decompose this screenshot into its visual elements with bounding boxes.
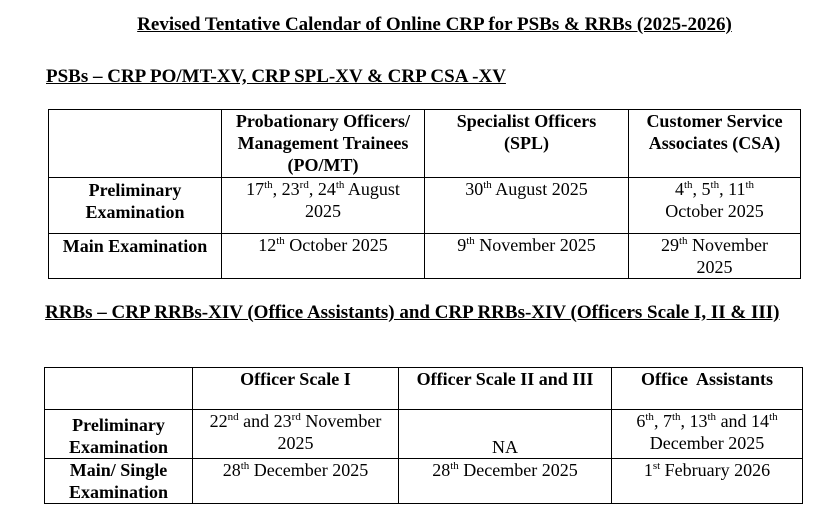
ordinal: th	[450, 460, 459, 472]
empty-corner-cell	[49, 110, 222, 178]
month-year: February 2026	[660, 460, 771, 480]
column-header-office-assistants: Office Assistants	[612, 368, 803, 410]
row-header-line: Examination	[68, 482, 169, 502]
row-header-line: Examination	[85, 202, 185, 222]
year: 2025	[277, 433, 314, 453]
ordinal: th	[466, 235, 475, 247]
day: and 23	[238, 411, 292, 431]
month: November	[300, 411, 382, 431]
ordinal: th	[264, 179, 273, 191]
cell-scale23-prelim-na: NA	[399, 410, 612, 459]
ordinal: st	[652, 460, 661, 472]
header-line: Management Trainees	[237, 133, 409, 153]
day: 1	[643, 460, 653, 480]
ordinal: th	[769, 411, 778, 423]
header-line: Probationary Officers/	[235, 111, 411, 131]
day: 6	[636, 411, 646, 431]
cell-csa-main-date	[629, 234, 801, 279]
ordinal: th	[671, 411, 681, 423]
day: , 13	[680, 411, 708, 431]
day: , 5	[692, 179, 711, 199]
row-header-line: Preliminary	[72, 415, 165, 435]
header-line: Customer Service	[646, 111, 783, 131]
month-year: August 2025	[491, 179, 588, 199]
column-header-po-mt	[222, 110, 425, 178]
column-header-spl	[425, 110, 629, 178]
psb-heading: PSBs – CRP PO/MT-XV, CRP SPL-XV & CRP CSA -XV	[46, 66, 506, 87]
document-title: Revised Tentative Calendar of Online CRP for PSBs & RRBs (2025-2026)	[137, 14, 732, 35]
rrb-calendar-table	[44, 367, 803, 504]
cell-oa-main-date	[612, 459, 803, 504]
month: August	[344, 179, 400, 199]
ordinal: th	[707, 411, 717, 423]
year: 2025	[305, 201, 341, 221]
day: , 24	[308, 179, 336, 199]
day: 28	[222, 460, 241, 480]
row-header-main	[45, 459, 193, 504]
month-year: December 2025	[249, 460, 369, 480]
day: , 23	[272, 179, 300, 199]
table-row-main	[49, 234, 801, 279]
month-year: December 2025	[458, 460, 578, 480]
year: 2025	[696, 257, 733, 277]
cell-spl-prelim-date	[425, 178, 629, 234]
column-header-csa	[629, 110, 801, 178]
day: and 14	[716, 411, 770, 431]
empty-corner-cell	[45, 368, 193, 410]
ordinal: th	[483, 179, 492, 191]
ordinal: th	[645, 411, 654, 423]
cell-spl-main-date	[425, 234, 629, 279]
header-line: Specialist Officers	[456, 111, 597, 131]
ordinal: th	[745, 179, 755, 191]
day: , 7	[653, 411, 672, 431]
cell-po-prelim-date	[222, 178, 425, 234]
month-year: November 2025	[474, 235, 596, 255]
cell-po-main-date	[222, 234, 425, 279]
header-line: (PO/MT)	[287, 155, 359, 175]
psb-calendar-table	[48, 109, 801, 279]
table-row-main	[45, 459, 803, 504]
rrb-heading: RRBs – CRP RRBs-XIV (Office Assistants) and CRP RRBs-XIV (Officers Scale I, II & III)	[45, 302, 780, 323]
row-header-preliminary	[49, 178, 222, 234]
ordinal: th	[678, 235, 688, 247]
table-row-preliminary	[45, 410, 803, 459]
ordinal: rd	[299, 179, 309, 191]
header-line: (SPL)	[504, 133, 549, 153]
day: 30	[465, 179, 484, 199]
day: 29	[660, 235, 679, 255]
column-header-officer-scale-2-3: Officer Scale II and III	[399, 368, 612, 410]
table-header-row	[49, 110, 801, 178]
cell-scale1-prelim-date	[193, 410, 399, 459]
ordinal: th	[335, 179, 345, 191]
day: 17	[246, 179, 265, 199]
row-header-preliminary	[45, 410, 193, 459]
day: 12	[258, 235, 277, 255]
header-line: Associates (CSA)	[648, 133, 781, 153]
day: 4	[674, 179, 684, 199]
ordinal: th	[710, 179, 720, 191]
ordinal: rd	[291, 411, 301, 423]
row-header-line: Examination	[68, 437, 169, 457]
column-header-officer-scale-1: Officer Scale I	[193, 368, 399, 410]
month-year: October 2025	[284, 235, 388, 255]
table-header-row	[45, 368, 803, 410]
table-row-preliminary	[49, 178, 801, 234]
month: November	[687, 235, 769, 255]
month-year: December 2025	[649, 433, 765, 453]
ordinal: th	[683, 179, 693, 191]
cell-csa-prelim-date	[629, 178, 801, 234]
ordinal: th	[240, 460, 250, 472]
day: 9	[457, 235, 467, 255]
ordinal: nd	[227, 411, 239, 423]
row-header-line: Main/ Single	[69, 460, 168, 480]
row-header-line: Preliminary	[88, 180, 182, 200]
day: 28	[432, 460, 451, 480]
row-header-main: Main Examination	[49, 234, 222, 279]
cell-oa-prelim-date	[612, 410, 803, 459]
month-year: October 2025	[665, 201, 764, 221]
ordinal: th	[276, 235, 285, 247]
cell-scale1-main-date	[193, 459, 399, 504]
day: , 11	[719, 179, 746, 199]
cell-scale23-main-date	[399, 459, 612, 504]
day: 22	[209, 411, 228, 431]
